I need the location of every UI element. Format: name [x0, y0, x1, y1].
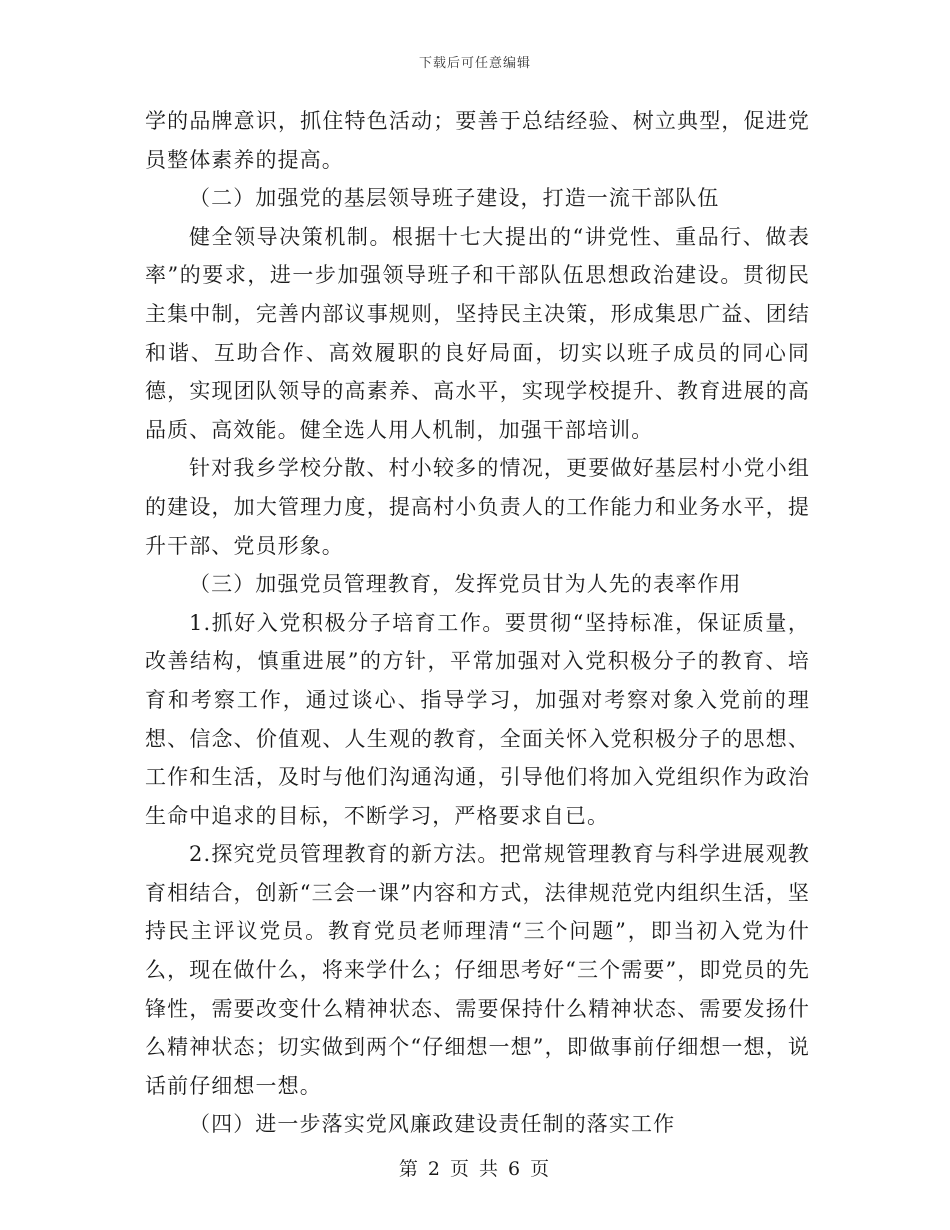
paragraph-leadership-mechanism: 健全领导决策机制。根据十七大提出的“讲党性、重品行、做表率”的要求，进一步加强领导班子和干部队伍思想政治建设。贯彻民主集中制，完善内部议事规则，坚持民主决策，形成集思广益、团结和谐、互助合作、高效履职的良好局面，切实以班子成员的同心同德，实现团队领导的高素养、高水平，实现学校提升、教育进展的高品质、高效能。健全选人用人机制，加强干部培训。	[145, 224, 810, 442]
paragraph-management-methods: 2.探究党员管理教育的新方法。把常规管理教育与科学进展观教育相结合，创新“三会一课”内容和方式，法律规范党内组织生活，坚持民主评议党员。教育党员老师理清“三个问题”，即当初入党为什么，现在做什么，将来学什么；仔细思考好“三个需要”，即党员的先锋性，需要改变什么精神状态、需要保持什么精神状态、需要发扬什么精神状态；切实做到两个“仔细想一想”，即做事前仔细想一想，说话前仔细想一想。	[145, 842, 810, 1098]
page-number-footer: 第 2 页 共 6 页	[398, 1158, 552, 1180]
page-header: 下载后可任意编辑	[418, 56, 531, 71]
paragraph-activist-training: 1.抓好入党积极分子培育工作。要贯彻“坚持标准，保证质量，改善结构，慎重进展”的方针，平常加强对入党积极分子的教育、培育和考察工作，通过谈心、指导学习，加强对考察对象入党前的理想、信念、价值观、人生观的教育，全面关怀入党积极分子的思想、工作和生活，及时与他们沟通沟通，引导他们将加入党组织作为政治生命中追求的目标，不断学习，严格要求自已。	[145, 610, 810, 828]
section-heading-4: （四）进一步落实党风廉政建设责任制的落实工作	[189, 1112, 676, 1137]
paragraph-continuation: 学的品牌意识，抓住特色活动；要善于总结经验、树立典型，促进党员整体素养的提高。	[145, 109, 810, 172]
section-heading-2: （二）加强党的基层领导班子建设，打造一流干部队伍	[189, 186, 720, 211]
paragraph-village-school-party-group: 针对我乡学校分散、村小较多的情况，更要做好基层村小党小组的建设，加大管理力度，提高村小负责人的工作能力和业务水平，提升干部、党员形象。	[145, 456, 810, 558]
section-heading-3: （三）加强党员管理教育，发挥党员甘为人先的表率作用	[189, 572, 742, 597]
document-body	[145, 102, 810, 1144]
